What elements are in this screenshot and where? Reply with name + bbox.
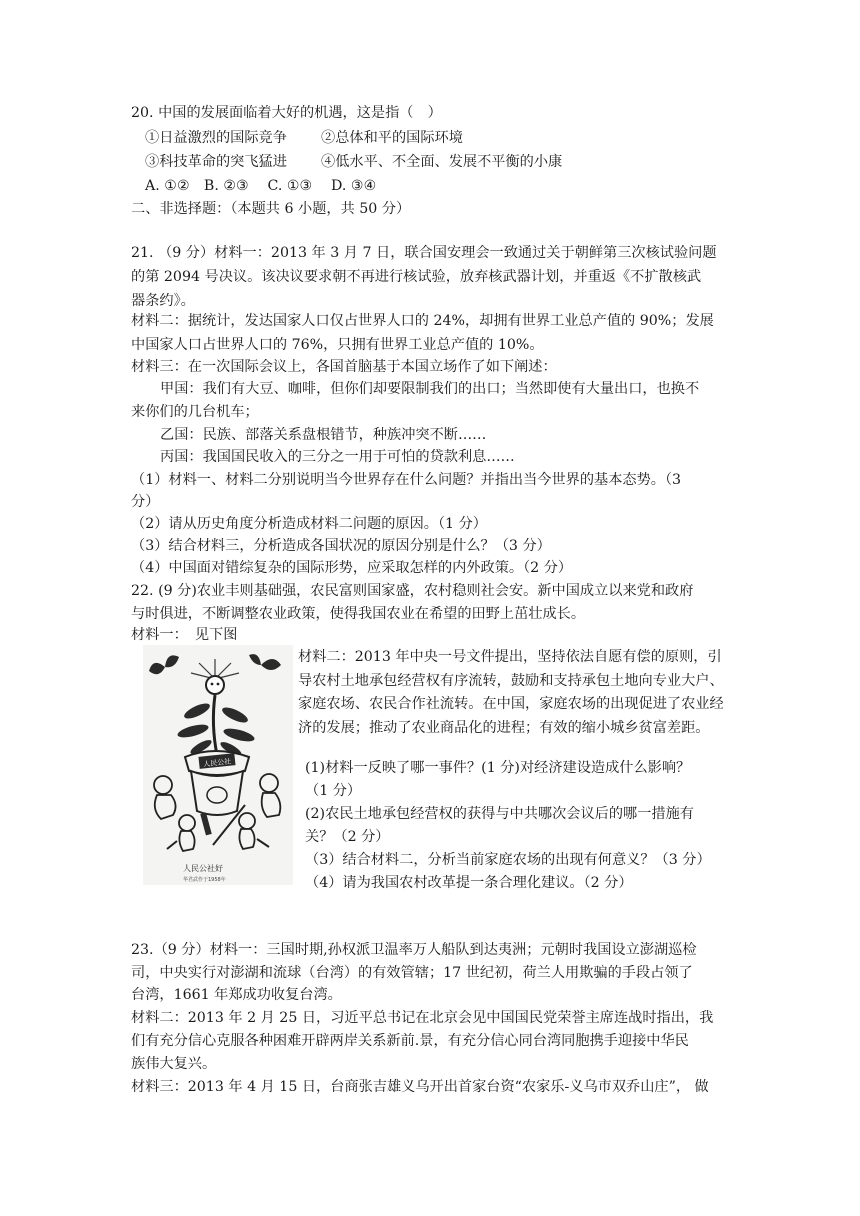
q22-line-1: 22. (9 分)农业丰则基础强，农民富则国家盛，农村稳则社会安。新中国成立以来党和政府 [131,583,694,599]
q21-line-2: 的第 2094 号决议。该决议要求朝不再进行核试验，放弃核武器计划，并重返《不扩散核武 [131,269,702,285]
q22-subquestion-3: （3）结合材料二，分析当前家庭农场的出现有何意义？（3 分） [305,852,711,868]
section-heading: 二、非选择题：（本题共 6 小题，共 50 分） [131,201,411,217]
q21-line-10: 丙国：我国国民收入的三分之一用于可怕的贷款利息…… [160,449,515,465]
q20-option-3: ③科技革命的突飞猛进 [145,154,287,170]
cartoon-illustration [143,645,293,885]
q21-subquestion-3: （3）结合材料三，分析造成各国状况的原因分别是什么？（3 分） [131,538,551,554]
q22-subquestion-2: (2)农民土地承包经营权的获得与中共哪次会议后的哪一措施有 [305,806,694,822]
q23-line-2: 司，中央实行对澎湖和流球（台湾）的有效管辖；17 世纪初，荷兰人用欺骗的手段占领了 [131,965,693,981]
q23-line-7: 材料三：2013 年 4 月 15 日，台商张吉雄义乌开出首家台资“农家乐-义乌市双乔山庄”， 做 [131,1079,709,1095]
q21-line-4: 材料二：据统计，发达国家人口仅占世界人口的 24%，却拥有世界工业总产值的 90%；发展 [131,313,714,329]
q23-line-1: 23.（9 分）材料一：三国时期,孙权派卫温率万人船队到达夷洲；元朝时我国设立澎湖巡检 [131,942,697,958]
q21-line-1: 21. （9 分）材料一：2013 年 3 月 7 日，联合国安理会一致通过关于朝鲜第三次核试验问题 [131,245,717,261]
q20-stem: 20. 中国的发展面临着大好的机遇，这是指（ ） [131,105,442,121]
q21-subquestion-1: （1）材料一、材料二分别说明当今世界存在什么问题？并指出当今世界的基本态势。（3 [131,472,682,488]
q21-subquestion-4: （4）中国面对错综复杂的国际形势，应采取怎样的内外政策。（2 分） [131,560,573,576]
q21-line-3: 器条约》。 [131,293,195,309]
q20-choices: A. ①② B. ②③ C. ①③ D. ③④ [145,178,377,194]
q23-line-5: 们有充分信心克服各种困难开辟两岸关系新前.景，有充分信心同台湾同胞携手迎接中华民 [131,1033,689,1049]
q22-subquestion-2-cont: 关？（2 分） [305,829,390,845]
q22-subquestion-4: （4）请为我国农村改革提一条合理化建议。（2 分） [305,875,633,891]
q21-subquestion-2: （2）请从历史角度分析造成材料二问题的原因。（1 分） [131,516,487,532]
q21-line-7: 甲国：我们有大豆、咖啡，但你们却要限制我们的出口；当然即使有大量出口，也换不 [160,381,700,397]
q23-line-4: 材料二：2013 年 2 月 25 日，习近平总书记在北京会见中国国民党荣誉主席连战时指出，我 [131,1010,714,1026]
q20-option-4: ④低水平、不全面、发展不平衡的小康 [321,154,563,170]
q20-option-1: ①日益激烈的国际竞争 [145,130,287,146]
q21-line-5: 中国家人口占世界人口的 76%，只拥有世界工业总产值的 10%。 [131,337,544,353]
q22-material-2: 材料二：2013 年中央一号文件提出，坚持依法自愿有偿的原则，引导农村土地承包经营权有序流转，鼓励和支持承包土地向专业大户、家庭农场、农民合作社流转。在中国，家庭农场的出现促进了农业经济的发展；推动了农业商品化的进程；有效的缩小城乡贫富差距。 [298,649,724,736]
q23-line-6: 族伟大复兴。 [131,1056,217,1072]
q22-subquestion-1-cont: （1 分） [305,783,362,799]
q21-line-9: 乙国：民族、部落关系盘根错节，种族冲突不断…… [160,427,487,443]
cartoon-caption-author: 华君武作于1958年 [183,877,226,883]
q22-line-2: 与时俱进，不断调整农业政策，使得我国农业在希望的田野上茁壮成长。 [131,606,586,622]
q21-line-8: 来你们的几台机车； [131,404,259,420]
q22-material-1-label: 材料一： 见下图 [131,627,238,643]
q21-subquestion-1-cont: 分） [131,494,160,510]
q22-subquestion-1: (1)材料一反映了哪一事件？(1 分)对经济建设造成什么影响？ [305,760,691,776]
cartoon-caption-title: 人民公社好 [183,864,223,873]
q20-option-2: ②总体和平的国际环境 [321,130,463,146]
urn-label: 人民公社 [202,757,232,769]
q23-line-3: 台湾，1661 年郑成功收复台湾。 [131,987,342,1003]
q21-line-6: 材料三：在一次国际会议上，各国首脑基于本国立场作了如下阐述： [131,359,557,375]
